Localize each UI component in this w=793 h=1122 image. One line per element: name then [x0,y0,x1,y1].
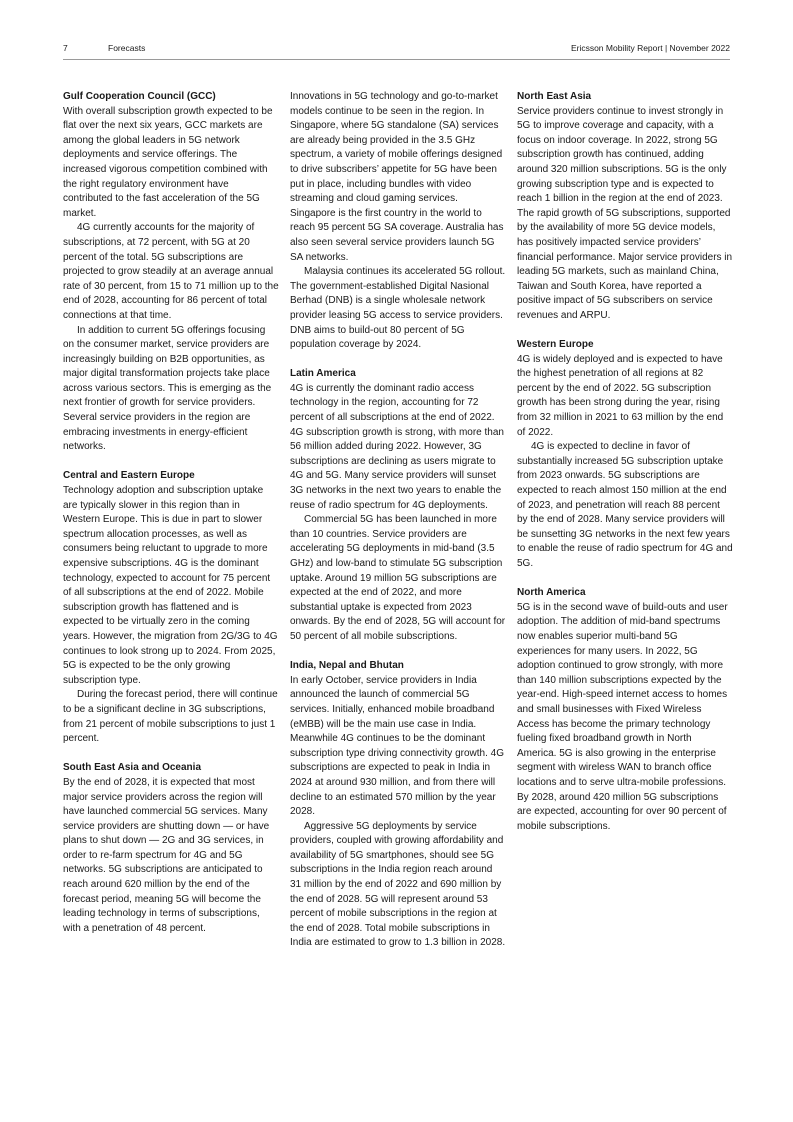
section-latin-america [290,367,506,644]
paragraph: Service providers continue to invest strongly in 5G to improve coverage and capacity, with a focus on indoor coverage. In 2022, strong 5G subscription growth has continued, adding around 320 million subscriptions. 5G is the only growing subscription type and is expected to reach 1 billion in the region at the end of 2023. The rapid growth of 5G subscriptions, supported by the availability of more 5G device models, has positively impacted service providers’ financial performance. Major service providers in leading 5G markets, such as mainland China, Taiwan and South Korea, have reported a positive impact of 5G subscribers on service revenues and ARPU. [517,105,733,321]
section-heading: Central and Eastern Europe [63,470,195,482]
section-south-east-asia-oceania [63,761,279,936]
paragraph: 4G is currently the dominant radio access technology in the region, accounting for 72 percent of all subscriptions at the end of 2022. 4G subscription growth is strong, with more than 56 million added during 2022. However, 3G subscriptions are declining as users migrate to 4G and 5G. Many service providers will sunset 3G networks in the next two years to enable the reuse of radio spectrum for 4G deployments. [290,382,504,511]
paragraph: Commercial 5G has been launched in more than 10 countries. Service providers are accelerating 5G deployments in mid-band (3.5 GHz) and low-band to stimulate 5G subscription uptake. Around 19 million 5G subscriptions are expected at the end of 2022, and more substantial uptake is expected from 2023 onwards. By the end of 2028, 5G will account for 50 percent of all mobile subscriptions. [290,514,506,642]
paragraph: Technology adoption and subscription uptake are typically slower in this region than in Western Europe. This is due in part to slower spectrum allocation processes, as well as consumers being reluctant to upgrade to more expensive subscriptions. 4G is the dominant technology, expected to account for 75 percent of all subscriptions at the end of 2022. Mobile subscription growth has flattened and is expected to be virtually zero in the coming years. However, the migration from 2G/3G to 4G continues to look strong up to 2024. From 2025, 5G is expected to be the only growing subscription type. [63,485,278,686]
section-central-eastern-europe [63,469,279,746]
paragraph: In early October, service providers in India announced the launch of commercial 5G services. Initially, enhanced mobile broadband (eMBB) will be the main use case in India. Meanwhile 4G continues to be the dominant subscription type driving connectivity growth. 4G subscriptions are expected to peak in India in 2024 at around 930 million, and from there will decline to an estimated 570 million by the year 2028. [290,674,504,818]
paragraph: In addition to current 5G offerings focusing on the consumer market, service providers are increasingly building on B2B opportunities, as major digital transformation projects take place across various sectors. This is emerging as the next frontier of growth for service providers. Several service providers in the region are embracing investments in energy-efficient networks. [63,324,272,453]
section-western-europe [517,338,733,572]
paragraph: 4G currently accounts for the majority of subscriptions, at 72 percent, with 5G at 20 percent of the total. 5G subscriptions are projected to grow steadily at an average annual rate of 30 percent, from 15 to 71 million up to the end of 2028, accounting for 86 percent of total connections at that time. [63,222,279,321]
paragraph: Aggressive 5G deployments by service providers, coupled with growing affordability and availability of 5G smartphones, should see 5G subscriptions in the India region reach around 31 million by the end of 2022 and 690 million by the end of 2028. 5G will represent around 53 percent of mobile subscriptions in the region at the end of 2028. Total mobile subscriptions in India are estimated to grow to 1.3 billion in 2028. [290,820,506,949]
paragraph: 5G is in the second wave of build-outs and user adoption. The addition of mid-band spectrums now enables superior multi-band 5G experiences for many users. In 2022, 5G adoption continued to grow strongly, with more than 140 million subscriptions expected by the year-end. High-speed internet access to homes and small businesses with Fixed Wireless Access has become the primary technology fueling fixed broadband growth in North America. 5G is also growing in the enterprise segment with wireless WAN to branch office locations and to serve ultra-mobile professions. By 2028, around 420 million 5G subscriptions are expected, accounting for over 90 percent of mobile subscriptions. [517,601,728,832]
column-2 [290,90,506,966]
section-heading: Latin America [290,368,356,380]
column-1 [63,90,279,951]
section-north-east-asia [517,90,733,324]
column-3 [517,90,733,849]
paragraph: 4G is expected to decline in favor of substantially increased 5G subscription uptake from 2023 onwards. 5G subscriptions are expected to reach almost 150 million at the end of 2023, and penetration will reach 88 percent by the end of 2028. Many service providers will be sunsetting 3G networks in the next few years to enable the reuse of radio spectrum for 4G and 5G. [517,441,733,569]
page-header [63,42,730,58]
section-heading: North East Asia [517,91,592,102]
section-india-nepal-bhutan [290,659,506,951]
paragraph: Malaysia continues its accelerated 5G rollout. The government-established Digital Nasional Berhad (DNB) is a single wholesale network provider leasing 5G access to service providers. DNB aims to build-out 80 percent of 5G population coverage by 2024. [290,266,506,351]
paragraph: 4G is widely deployed and is expected to have the highest penetration of all regions at 82 percent by the end of 2022. 5G subscription growth has been strong during the year, rising from 32 million in 2021 to 63 million by the end of 2022. [517,353,724,438]
paragraph: With overall subscription growth expected to be flat over the next six years, GCC markets are among the global leaders in 5G network deployments and service offerings. The increased vigorous competition combined with the right regulatory environment have contributed to the fast acceleration of the 5G market. [63,105,273,219]
section-north-america [517,586,733,834]
section-sea-continued [290,90,506,353]
header-divider [63,59,730,60]
page-number: 7 [63,43,68,53]
paragraph: By the end of 2028, it is expected that most major service providers across the region will have launched commercial 5G services. Many service providers are shutting down — or have plans to shut down — 2G and 3G services, in order to re-farm spectrum for 4G and 5G networks. 5G subscriptions are anticipated to reach around 620 million by the end of the forecast period, meaning 5G will become the leading technology in terms of subscriptions, with a penetration of 48 percent. [63,776,270,934]
section-name: Forecasts [108,43,146,53]
section-heading: South East Asia and Oceania [63,762,202,774]
section-heading: India, Nepal and Bhutan [290,660,404,672]
section-gcc [63,90,279,455]
section-heading: Western Europe [517,339,594,351]
section-heading: North America [517,587,586,599]
paragraph: During the forecast period, there will continue to be a significant decline in 3G subscriptions, from 21 percent of mobile subscriptions to just 1 percent. [63,689,278,745]
section-heading: Gulf Cooperation Council (GCC) [63,91,216,102]
report-title: Ericsson Mobility Report | November 2022 [570,43,730,53]
paragraph: Innovations in 5G technology and go-to-market models continue to be seen in the region. In Singapore, where 5G standalone (SA) services are already being provided in the 3.5 GHz spectrum, a variety of mobile offerings designed to drive subscribers’ appetite for 5G have been put in place, including bundles with video streaming and cloud gaming services. Singapore is the first country in the world to reach 95 percent 5G SA coverage. Australia has also seen several service providers launch 5G SA networks. [290,91,504,263]
